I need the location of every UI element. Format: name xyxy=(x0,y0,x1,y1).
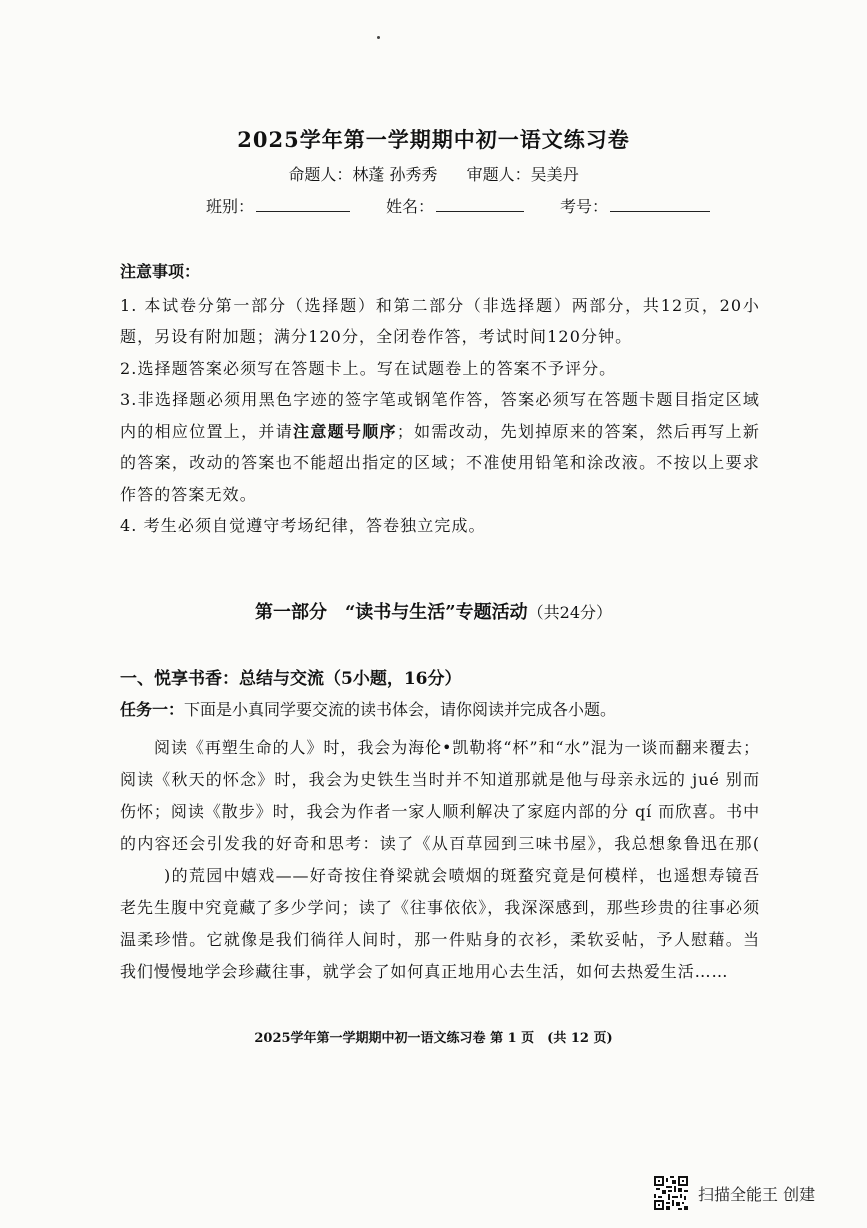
student-info-row xyxy=(206,194,726,217)
watermark-text: 扫描全能王 创建 xyxy=(698,1184,816,1204)
notice-heading: 注意事项： xyxy=(120,262,201,281)
notice-item-2: 2.选择题答案必须写在答题卡上。写在试题卷上的答案不予评分。 xyxy=(120,358,617,378)
number-label: 考号： xyxy=(560,197,609,216)
section-heading: 一、悦享书香：总结与交流（5小题，16分） xyxy=(120,669,462,689)
reading-passage xyxy=(120,732,760,988)
notice-item-4: 4. 考生必须自觉遵守考场纪律，答卷独立完成。 xyxy=(120,516,486,535)
author-line xyxy=(0,162,867,185)
class-label: 班别： xyxy=(206,197,255,216)
setter-text: 命题人：林蓬 孙秀秀 xyxy=(288,165,438,184)
notice-item-3-part-b: ；如需改动，先划掉原来的答案，然后再写上新的答案，改动的答案也不能超出指定的区域；不准使用铅笔和涂改液。不按以上要求作答的答案无效。 xyxy=(120,421,760,504)
scanner-watermark xyxy=(654,1175,854,1211)
name-label: 姓名： xyxy=(386,197,435,216)
part-title xyxy=(0,598,867,624)
qr-code-icon xyxy=(654,1176,688,1210)
number-blank[interactable] xyxy=(610,195,710,212)
notice-item-3-part-a: 3.非选择题必须用黑色字迹的签字笔或钢笔作答，答案必须写在答题卡题目指定区域内的相应位置上，并请 xyxy=(120,390,760,441)
passage-paragraph xyxy=(120,732,760,988)
passage-part-b: )的荒园中嬉戏——好奇按住脊梁就会喷烟的斑蝥究竟是何模样，也遥想寿镜吾老先生腹中究竟藏了多少学问；读了《往事依依》，我深深感到，那些珍贵的往事必须温柔珍惜。它就像是我们徜徉人间时，那一件贴身的衣衫，柔软妥帖，予人慰藉。当我们慢慢地学会珍藏往事，就学会了如何真正地用心去生活，如何去热爱生活…… xyxy=(120,866,760,981)
reviewer-text: 审题人：吴美丹 xyxy=(466,165,579,184)
task-line xyxy=(120,697,616,720)
name-blank[interactable] xyxy=(436,195,524,212)
exam-title: 2025学年第一学期期中初一语文练习卷 xyxy=(237,127,630,152)
task-text: 下面是小真同学要交流的读书体会，请你阅读并完成各小题。 xyxy=(184,700,617,719)
passage-part-a: 阅读《再塑生命的人》时，我会为海伦•凯勒将“杯”和“水”混为一谈而翻来覆去；阅读《秋天的怀念》时，我会为史铁生当时并不知道那就是他与母亲永远的 jué 别而伤怀；阅读《散步》时，我会为作者一家人顺利解决了家庭内部的分 qí 而欣喜。书中的内容还会引发我的好奇和思考：读了《从百草园到三味书屋》，我总想象鲁迅在那( xyxy=(120,738,760,853)
class-blank[interactable] xyxy=(256,195,350,212)
task-label: 任务一： xyxy=(120,700,185,719)
part-score: （共24分） xyxy=(527,603,613,622)
notice-item-3 xyxy=(120,384,760,510)
notice-section xyxy=(120,256,760,542)
part-title-text: 第一部分 “读书与生活”专题活动 xyxy=(254,602,528,623)
page-footer: 2025学年第一学期期中初一语文练习卷 第 1 页 (共 12 页) xyxy=(254,1031,613,1046)
scan-speck xyxy=(377,36,380,39)
notice-item-3-emphasis: 注意题号顺序 xyxy=(293,421,397,441)
notice-item-1: 1. 本试卷分第一部分（选择题）和第二部分（非选择题）两部分，共12页，20小题，另设有附加题；满分120分，全闭卷作答，考试时间120分钟。 xyxy=(120,295,760,346)
